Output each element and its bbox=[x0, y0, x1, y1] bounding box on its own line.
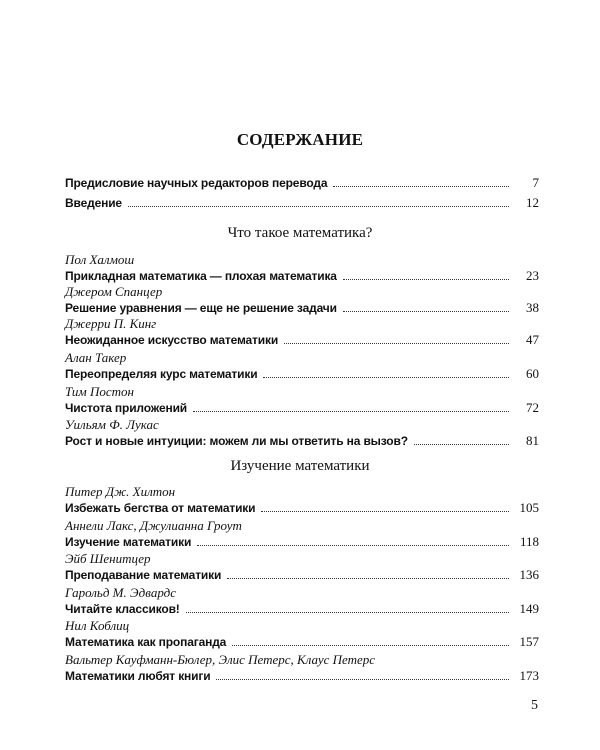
page-title: СОДЕРЖАНИЕ bbox=[236, 130, 364, 149]
leader-dots bbox=[343, 310, 509, 312]
entry-page: 23 bbox=[526, 268, 539, 283]
entry-title: Изучение математики bbox=[65, 535, 192, 549]
entry-page: 149 bbox=[519, 601, 539, 616]
entry-page: 12 bbox=[526, 195, 539, 210]
entry-author: Алан Такер bbox=[65, 350, 127, 365]
toc-entry bbox=[65, 316, 539, 349]
entry-author: Гарольд М. Эдвардс bbox=[65, 585, 176, 600]
entry-author: Тим Постон bbox=[65, 384, 134, 399]
toc-entry bbox=[65, 252, 539, 285]
entry-title: Решение уравнения — еще не решение задачи bbox=[65, 301, 337, 315]
toc-entry bbox=[65, 618, 539, 651]
section-heading: Что такое математика? bbox=[227, 225, 373, 241]
entry-title: Предисловие научных редакторов перевода bbox=[65, 176, 328, 190]
leader-dots bbox=[232, 644, 509, 646]
toc-entry-intro bbox=[65, 195, 539, 212]
leader-dots bbox=[414, 443, 509, 445]
leader-dots bbox=[216, 678, 509, 680]
leader-dots bbox=[263, 376, 509, 378]
entry-title: Преподавание математики bbox=[65, 568, 222, 582]
entry-title: Введение bbox=[65, 196, 122, 210]
entry-author: Уильям Ф. Лукас bbox=[65, 417, 159, 432]
entry-title: Прикладная математика — плохая математика bbox=[65, 269, 337, 283]
entry-author: Джером Спанцер bbox=[65, 284, 163, 299]
leader-dots bbox=[128, 205, 509, 207]
entry-page: 136 bbox=[519, 567, 539, 582]
entry-author: Пол Халмош bbox=[65, 252, 135, 267]
entry-page: 118 bbox=[519, 534, 539, 549]
page-number: 5 bbox=[531, 698, 538, 713]
leader-dots bbox=[333, 185, 509, 187]
toc-entry bbox=[65, 518, 539, 551]
entry-title: Чистота приложений bbox=[65, 401, 188, 415]
section-heading: Изучение математики bbox=[230, 458, 370, 474]
entry-title: Математика как пропаганда bbox=[65, 635, 227, 649]
entry-page: 38 bbox=[526, 300, 539, 315]
entry-page: 47 bbox=[526, 332, 539, 347]
entry-title: Неожиданное искусство математики bbox=[65, 333, 279, 347]
entry-author: Джерри П. Кинг bbox=[65, 316, 157, 331]
toc-entry bbox=[65, 484, 539, 517]
toc-entry bbox=[65, 417, 539, 450]
entry-page: 7 bbox=[532, 175, 539, 190]
leader-dots bbox=[284, 342, 509, 344]
entry-title: Рост и новые интуиции: можем ли мы ответить на вызов? bbox=[65, 434, 408, 448]
toc-entry bbox=[65, 350, 539, 383]
leader-dots bbox=[197, 544, 509, 546]
entry-title: Переопределяя курс математики bbox=[65, 367, 258, 381]
entry-title: Математики любят книги bbox=[65, 669, 211, 683]
entry-author: Аннели Лакс, Джулианна Гроут bbox=[65, 518, 242, 533]
toc-entry bbox=[65, 652, 539, 685]
leader-dots bbox=[186, 611, 509, 613]
toc-entry bbox=[65, 585, 539, 618]
entry-page: 72 bbox=[526, 400, 539, 415]
entry-author: Вальтер Кауфманн-Бюлер, Элис Петерс, Клаус Петерс bbox=[65, 652, 376, 667]
leader-dots bbox=[193, 410, 509, 412]
entry-author: Эйб Шенитцер bbox=[65, 551, 151, 566]
leader-dots bbox=[227, 577, 509, 579]
entry-author: Питер Дж. Хилтон bbox=[65, 484, 176, 499]
entry-title: Избежать бегства от математики bbox=[65, 501, 256, 515]
toc-entry bbox=[65, 384, 539, 417]
entry-page: 60 bbox=[526, 366, 539, 381]
entry-page: 105 bbox=[519, 500, 539, 515]
entry-page: 157 bbox=[519, 634, 539, 649]
leader-dots bbox=[261, 510, 509, 512]
toc-entry bbox=[65, 551, 539, 584]
leader-dots bbox=[343, 278, 509, 280]
toc-entry-preface bbox=[65, 175, 539, 192]
toc-entry bbox=[65, 284, 539, 317]
entry-author: Нил Коблиц bbox=[65, 618, 130, 633]
entry-title: Читайте классиков! bbox=[65, 602, 180, 616]
entry-page: 173 bbox=[519, 668, 539, 683]
entry-page: 81 bbox=[526, 433, 539, 448]
